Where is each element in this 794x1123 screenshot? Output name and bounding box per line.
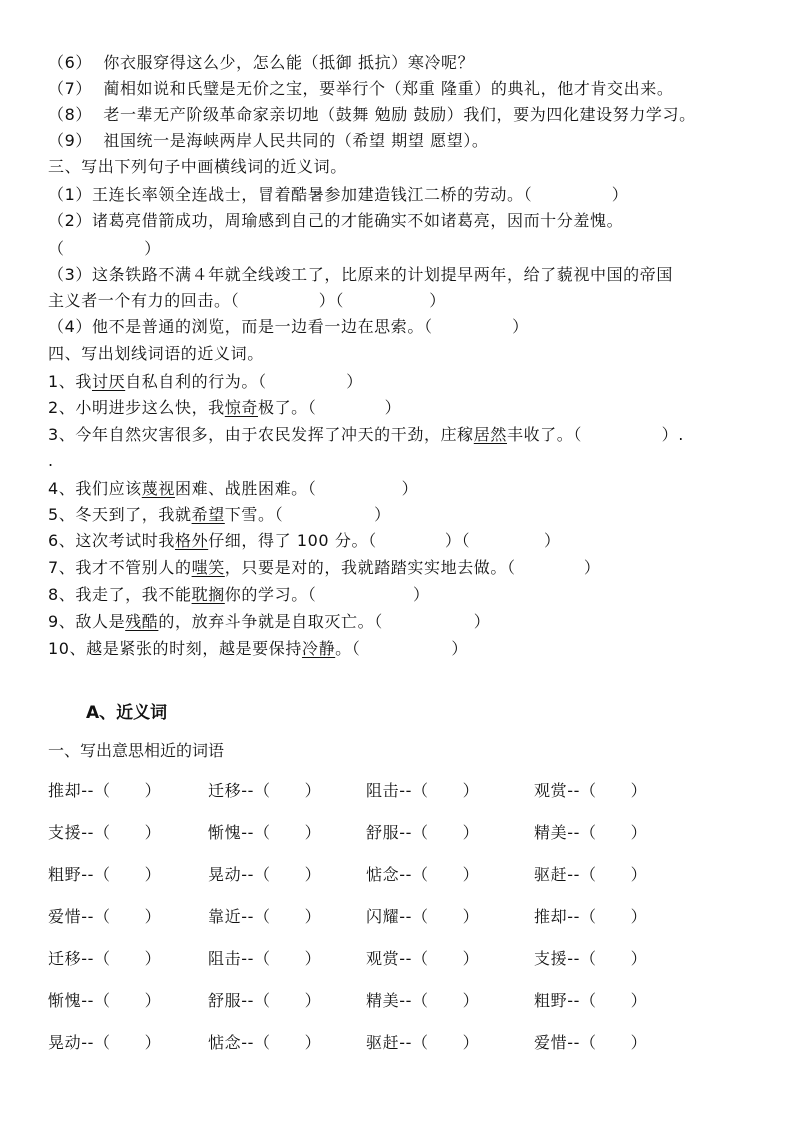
synonym-cell: 驱赶--（ ） xyxy=(534,865,648,884)
answer-blank-line: （ ） xyxy=(48,239,161,258)
exercise-item xyxy=(48,530,561,552)
item-text: 仔细，得了 100 分。（ ）（ ） xyxy=(208,531,561,550)
question-line: （4）他不是普通的浏览，而是一边看一边在思索。（ ） xyxy=(48,317,529,336)
question-line: （8） 老一辈无产阶级革命家亲切地（鼓舞 勉励 鼓励）我们，要为四化建设努力学习。 xyxy=(48,105,696,124)
synonym-cell: 阻击--（ ） xyxy=(366,781,480,800)
synonym-cell: 晃动--（ ） xyxy=(48,1033,162,1052)
synonym-cell: 迁移--（ ） xyxy=(48,949,162,968)
item-text: 3、今年自然灾害很多，由于农民发挥了冲天的干劲，庄稼 xyxy=(48,425,474,444)
question-line: 主义者一个有力的回击。（ ）（ ） xyxy=(48,291,446,310)
underlined-word: 格外 xyxy=(174,531,209,550)
synonym-cell: 精美--（ ） xyxy=(366,991,480,1010)
question-line: （9） 祖国统一是海峡两岸人民共同的（希望 期望 愿望）。 xyxy=(48,131,489,150)
item-text: 极了。（ ） xyxy=(257,398,402,417)
synonym-cell: 观赏--（ ） xyxy=(366,949,480,968)
underlined-word: 耽搁 xyxy=(191,585,225,604)
item-text: . xyxy=(48,451,54,470)
synonym-cell: 支援--（ ） xyxy=(48,823,162,842)
exercise-item xyxy=(48,584,430,606)
item-text: 6、这次考试时我 xyxy=(48,531,175,550)
item-text: 困难、战胜困难。（ ） xyxy=(174,479,419,498)
item-text: 。（ ） xyxy=(335,639,468,658)
synonym-cell: 晃动--（ ） xyxy=(208,865,322,884)
synonym-cell: 惦念--（ ） xyxy=(366,865,480,884)
synonym-cell: 爱惜--（ ） xyxy=(48,907,162,926)
section-a-title: A、近义词 xyxy=(86,703,168,723)
item-text: 9、敌人是 xyxy=(48,612,126,631)
exercise-item xyxy=(48,371,363,393)
synonym-cell: 推却--（ ） xyxy=(48,781,162,800)
exercise-item xyxy=(48,450,54,472)
item-text: 8、我走了，我不能 xyxy=(48,585,192,604)
synonym-cell: 精美--（ ） xyxy=(534,823,648,842)
underlined-word: 嗤笑 xyxy=(191,558,225,577)
underlined-word: 蔑视 xyxy=(141,479,175,498)
section-heading: 四、写出划线词语的近义词。 xyxy=(48,344,264,363)
underlined-word: 残酷 xyxy=(125,612,159,631)
synonym-cell: 惭愧--（ ） xyxy=(208,823,322,842)
synonym-cell: 阻击--（ ） xyxy=(208,949,322,968)
exercise-item xyxy=(48,638,468,660)
synonym-cell: 支援--（ ） xyxy=(534,949,648,968)
item-text: 丰收了。（ ）. xyxy=(506,425,684,444)
item-text: 自私自利的行为。（ ） xyxy=(125,372,363,391)
exercise-item xyxy=(48,397,401,419)
question-line: （1）王连长率领全连战士，冒着酷暑参加建造钱江二桥的劳动。（ ） xyxy=(48,185,629,204)
underlined-word: 希望 xyxy=(191,505,225,524)
synonym-cell: 惭愧--（ ） xyxy=(48,991,162,1010)
exercise-item xyxy=(48,611,490,633)
section-a-subtitle: 一、写出意思相近的词语 xyxy=(48,741,225,760)
item-text: 4、我们应该 xyxy=(48,479,142,498)
item-text: 5、冬天到了，我就 xyxy=(48,505,192,524)
synonym-cell: 驱赶--（ ） xyxy=(366,1033,480,1052)
question-line: （3）这条铁路不满４年就全线竣工了，比原来的计划提早两年，给了藐视中国的帝国 xyxy=(48,265,673,284)
underlined-word: 居然 xyxy=(473,425,507,444)
item-text: 10、越是紧张的时刻，越是要保持 xyxy=(48,639,302,658)
underlined-word: 惊奇 xyxy=(224,398,258,417)
synonym-cell: 观赏--（ ） xyxy=(534,781,648,800)
item-text: ，只要是对的，我就踏踏实实地去做。（ ） xyxy=(224,558,601,577)
item-text: 你的学习。（ ） xyxy=(224,585,430,604)
item-text: 的，放弃斗争就是自取灭亡。（ ） xyxy=(158,612,491,631)
item-text: 1、我 xyxy=(48,372,92,391)
section-heading: 三、写出下列句子中画横线词的近义词。 xyxy=(48,157,347,176)
exercise-item xyxy=(48,478,418,500)
synonym-cell: 舒服--（ ） xyxy=(208,991,322,1010)
synonym-cell: 迁移--（ ） xyxy=(208,781,322,800)
item-text: 7、我才不管别人的 xyxy=(48,558,192,577)
question-line: （2）诸葛亮借箭成功，周瑜感到自己的才能确实不如诸葛亮，因而十分羞愧。 xyxy=(48,211,624,230)
question-line: （7） 蔺相如说和氏璧是无价之宝，要举行个（郑重 隆重）的典礼，他才肯交出来。 xyxy=(48,79,674,98)
item-text: 2、小明进步这么快，我 xyxy=(48,398,225,417)
exercise-item xyxy=(48,504,391,526)
question-line: （6） 你衣服穿得这么少，怎么能（抵御 抵抗）寒冷呢？ xyxy=(48,53,475,72)
synonym-cell: 惦念--（ ） xyxy=(208,1033,322,1052)
item-text: 下雪。（ ） xyxy=(224,505,391,524)
synonym-cell: 闪耀--（ ） xyxy=(366,907,480,926)
exercise-item xyxy=(48,424,684,446)
underlined-word: 讨厌 xyxy=(91,372,126,391)
exercise-item xyxy=(48,557,600,579)
synonym-cell: 粗野--（ ） xyxy=(534,991,648,1010)
underlined-word: 冷静 xyxy=(301,639,336,658)
synonym-cell: 粗野--（ ） xyxy=(48,865,162,884)
synonym-cell: 舒服--（ ） xyxy=(366,823,480,842)
synonym-cell: 推却--（ ） xyxy=(534,907,648,926)
synonym-cell: 靠近--（ ） xyxy=(208,907,322,926)
synonym-cell: 爱惜--（ ） xyxy=(534,1033,648,1052)
